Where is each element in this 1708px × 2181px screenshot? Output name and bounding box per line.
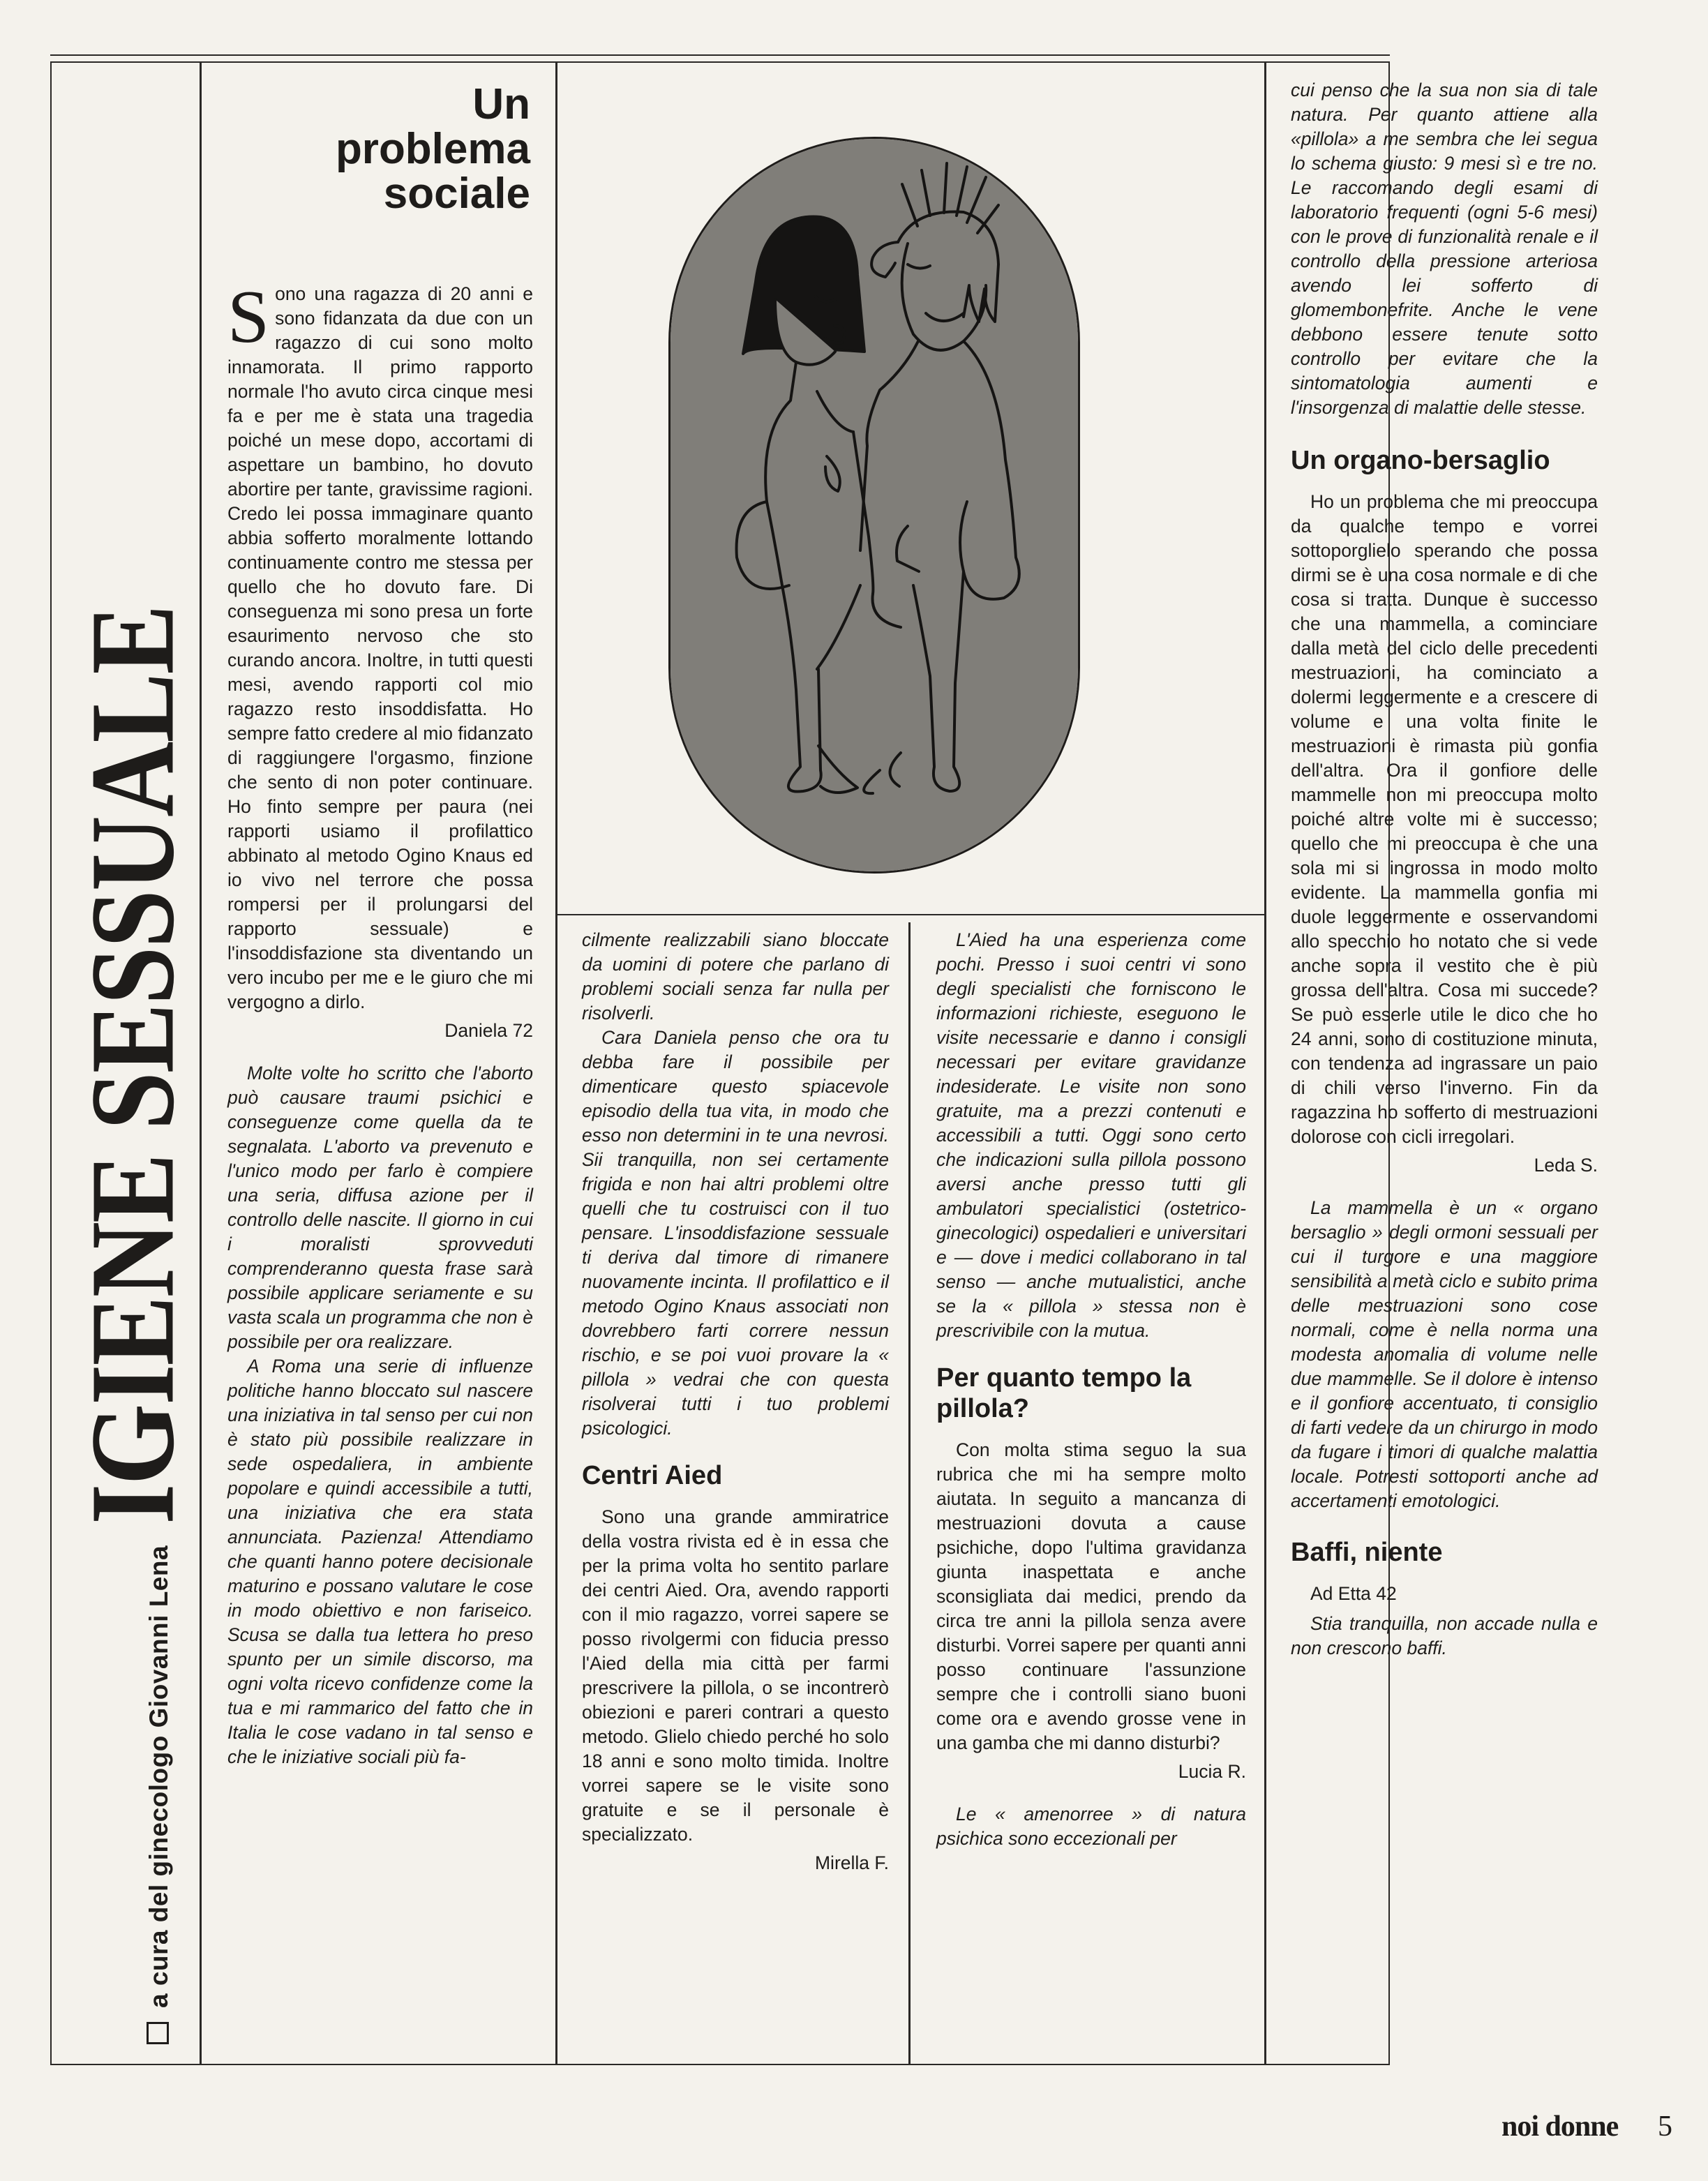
answer-1-part-3: cilmente realizzabili siano bloccate da uomini di potere che parlano di problemi sociali senza far nulla per risolverli. bbox=[582, 929, 889, 1024]
answer-3-part-2: cui penso che la sua non sia di tale natura. Per quanto attiene alla «pillola» a me sembra che lei segua lo schema giusto: 9 mesi sì e tre no. Le raccomando degli esami di laboratorio frequenti (ogni 5-6 mesi) con le prove di funzionalità renale e il controllo della pressione arteriosa avendo lei sofferto di glomembonefrite. Anche le vene debbono essere tenute sotto controllo per evitare che la sintomatologia aumenti e l'insorgenza di malattie delle stesse. bbox=[1291, 80, 1598, 418]
letter-5-addressee: Ad Etta 42 bbox=[1310, 1583, 1397, 1604]
section-title: IGIENE SESSUALE bbox=[66, 606, 200, 1524]
answer-1-part-1: Molte volte ho scritto che l'aborto può causare traumi psichici e conseguenze come quella da te segnalata. L'aborto va prevenuto e l'unico modo per farlo è compiere una seria, diffusa azione per il controllo delle nascite. Il giorno in cui i moralisti sprovveduti comprenderanno questa frase sarà possibile applicare seriamente e su vasta scala un programma che non è possibile per ora realizzare. bbox=[227, 1063, 533, 1352]
checkbox-square-icon bbox=[147, 2022, 169, 2044]
answer-2: L'Aied ha una esperienza come pochi. Presso i suoi centri vi sono degli specialisti che forniscono le informazioni richieste, eseguono le visite necessarie e danno i consigli necessari per evitare gravidanze indesiderate. Le visite non sono gratuite, ma a prezzi contenuti e accessibili a tutti. Oggi sono certo che indicazioni sulla pillola possono aversi anche presso tutti gli ambulatori specialistici (ostetrico-ginecologici) ospedalieri e universitari e — dove i medici collaborano in tal senso — anche mutualistici, anche se la « pillola » stessa non è prescrivibile con la mutua. bbox=[936, 929, 1246, 1341]
column-3 bbox=[936, 928, 1246, 1851]
drop-cap: S bbox=[227, 276, 270, 359]
letter-4-signature: Leda S. bbox=[1534, 1155, 1598, 1176]
letter-1-signature: Daniela 72 bbox=[444, 1020, 533, 1041]
article-headline bbox=[209, 82, 530, 216]
column-rule-3 bbox=[908, 922, 911, 2065]
letter-3-signature: Lucia R. bbox=[1178, 1761, 1246, 1782]
section-banner bbox=[66, 606, 200, 2045]
column-4 bbox=[1291, 78, 1598, 1661]
answer-4: La mammella è un « organo bersaglio » degli ormoni sessuali per cui il turgore e una maggiore sensibilità a metà ciclo e subito prima delle mestruazioni sono cose normali, come è nella norma una modesta anomalia di volume nelle due mammelle. Se il dolore è intenso e il gonfiore accentuato, ti consiglio di farti vedere da un chirurgo in modo da fugare i timori di qualche malattia locale. Potresti sottoporti anche ad accertamenti emotologici. bbox=[1291, 1197, 1598, 1511]
letter-1-text: ono una ragazza di 20 anni e sono fidanzata da due con un ragazzo di cui sono molto innamorata. Il primo rapporto normale l'ho avuto circa cinque mesi fa e per me è stata una tragedia poiché un mese dopo, accortami di aspettare un bambino, ho dovuto abortire per tante, gravissime ragioni. Credo lei possa immaginare quanto abbia sofferto moralmente lottando continuamente contro me stessa per quello che ho dovuto fare. Di conseguenza mi sono presa un forte esaurimento nervoso che sto curando ancora. Inoltre, in tutti questi mesi, avendo rapporti col mio ragazzo resto insoddisfatta. Ho sempre fatto credere al mio fidanzato di raggiungere l'orgasmo, finzione che sento di non poter continuare. Ho finto sempre per paura (nei rapporti usiamo il profilattico abbinato al metodo Ogino Knaus ed io vivo nel terrore che possa rompersi per il prolungarsi del rapporto sessuale) e l'insoddisfazione sta diventando un vero incubo per me e le giuro che mi vergogno a dirlo. bbox=[227, 283, 533, 1012]
letter-2-body: Sono una grande ammiratrice della vostra rivista ed è in essa che per la prima volta ho sentito parlare dei centri Aied. Ora, avendo rapporti con il mio ragazzo, vorrei sapere se posso rivolgermi con fiducia presso l'Aied della mia città per farmi prescrivere la pillola, o se incontrerò obiezioni e pareri contrari a questo metodo. Glielo chiedo perché ho solo 18 anni e sono molto timida. Inoltre vorrei sapere se le visite sono gratuite e se il personale è specializzato. bbox=[582, 1506, 889, 1845]
letter-4-body: Ho un problema che mi preoccupa da qualche tempo e vorrei sottoporglielo sperando che possa dirmi se è una cosa normale e di che cosa si tratta. Dunque è successo che una mammella, a cominciare dalla metà del ciclo delle precedenti mestruazioni, ha cominciato a dolermi leggermente e a crescere di volume e una volta finite le mestruazioni è rimasta più gonfia dell'altra. Ora il gonfiore delle mammelle non mi preoccupa molto poiché altre volte mi è successo; quello che mi preoccupa è che una sola mi si ingrossa in modo molto evidente. La mammella gonfia mi duole leggermente e osservandomi allo specchio ho notato che si vede anche sopra il vestito che è più grossa dell'altra. Cosa mi succede? Se può esserle utile le dico che ho 24 anni, sono di costituzione minuta, con tendenza ad ingrassare un paio di chili verso l'inverno. Fin da ragazzina ho sofferto di mestruazioni dolorose con cicli irregolari. bbox=[1291, 491, 1598, 1147]
heading-baffi: Baffi, niente bbox=[1291, 1538, 1443, 1567]
headline-line-2: problema bbox=[335, 125, 530, 173]
column-rule-4 bbox=[1264, 61, 1266, 2065]
illustration-drawing bbox=[671, 139, 1078, 871]
section-credit: a cura del ginecologo Giovanni Lena bbox=[144, 1545, 173, 2008]
magazine-brand: noi donne bbox=[1501, 2111, 1619, 2143]
heading-pillola: Per quanto tempo la pillola? bbox=[936, 1363, 1192, 1423]
couple-illustration bbox=[668, 137, 1080, 874]
answer-1-part-4: Cara Daniela penso che ora tu debba fare il possibile per dimenticare questo spiacevole episodio della tua vita, in modo che esso non determini in te una nevrosi. Sii tranquilla, non sei certamente frigida e non hai altri problemi oltre quelli che tu costruisci con il tuo pensare. L'insoddisfazione sessuale ti deriva dal timore di rimanere nuovamente incinta. Il profilattico e il metodo Ogino Knaus associati non dovrebbero farti correre nessun rischio, e se poi vuoi provare la « pillola » vedrai che con questa risolverai tutti i tuo problemi psicologici. bbox=[582, 1027, 889, 1439]
illustration-background bbox=[671, 139, 1078, 871]
headline-line-3: sociale bbox=[383, 170, 530, 218]
heading-centri-aied: Centri Aied bbox=[582, 1461, 723, 1490]
headline-line-1: Un bbox=[472, 80, 530, 128]
top-rule bbox=[50, 54, 1390, 56]
illustration-bottom-rule bbox=[555, 914, 1266, 915]
answer-3-part-1: Le « amenorree » di natura psichica sono eccezionali per bbox=[936, 1804, 1246, 1849]
column-rule-2 bbox=[555, 61, 557, 2065]
column-1 bbox=[227, 276, 533, 1769]
letter-1-body bbox=[227, 276, 533, 1014]
page-number: 5 bbox=[1658, 2111, 1672, 2143]
letter-2-signature: Mirella F. bbox=[814, 1852, 889, 1873]
answer-5: Stia tranquilla, non accade nulla e non crescono baffi. bbox=[1291, 1613, 1598, 1658]
column-2 bbox=[582, 928, 889, 1894]
answer-1-part-2: A Roma una serie di influenze politiche hanno bloccato sul nascere una iniziativa in tal senso per cui non è stato più possibile realizzare in sede ospedaliera, in ambiente popolare e quindi accessibile a tutti, una iniziativa che era stata annunciata. Pazienza! Attendiamo che quanti hanno potere decisionale maturino e possano valutare le cose in modo obiettivo e non fariseico. Scusa se dalla tua lettera ho preso spunto per un simile discorso, ma ogni volta ricevo confidenze come la tua e mi rammarico del fatto che in Italia le cose vadano in tal senso e che le iniziative sociali più fa- bbox=[227, 1356, 533, 1767]
letter-3-body: Con molta stima seguo la sua rubrica che mi ha sempre molto aiutata. In seguito a mancanza di mestruazioni dovuta a cause psichiche, dopo l'ultima gravidanza giunta inaspettata e anche sconsigliata dai medici, prendo da circa tre anni la pillola senza avere disturbi. Vorrei sapere per quanti anni posso continuare l'assunzione sempre che i controlli siano buoni come ora e avendo grosse vene in una gamba che mi danno disturbi? bbox=[936, 1439, 1246, 1753]
heading-organo-bersaglio: Un organo-bersaglio bbox=[1291, 446, 1550, 475]
